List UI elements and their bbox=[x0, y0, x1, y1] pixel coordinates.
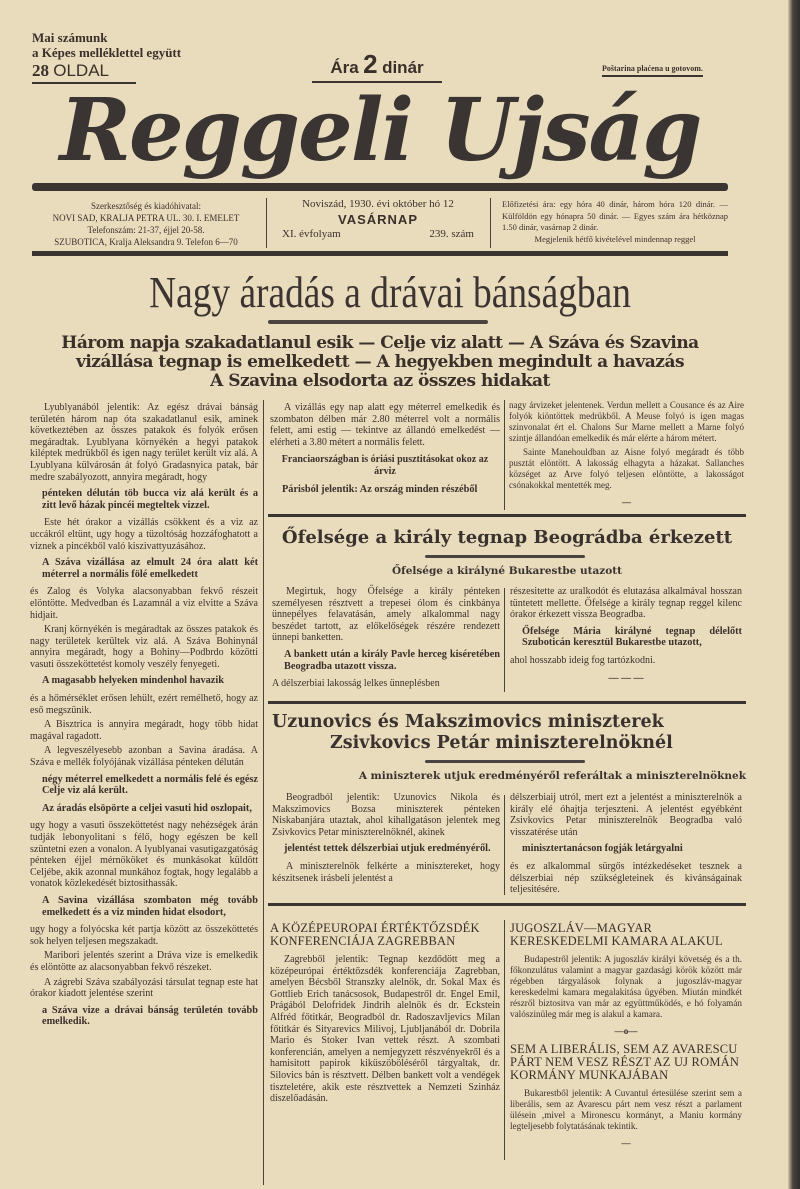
paragraph: Megirtuk, hogy Őfelsége a király pénteken személyesen résztvett a trepesei ólom és cinkbánya ünnepélyes felavatásán, amely alkalommal nagy beszédet tartott, az előkelőségek részére rendezett ünnepi banketten. bbox=[272, 586, 500, 644]
highlighted-paragraph: A bankett után a király Pavle herceg kiséretében Beogradba utazott vissza. bbox=[284, 648, 500, 672]
section-rule bbox=[268, 514, 746, 517]
lead-column-1 bbox=[30, 402, 258, 1034]
highlighted-paragraph: Őfelsége Mária királyné tegnap délelőtt Szuboticán keresztül Bukarestbe utazott, bbox=[522, 625, 742, 649]
paragraph: és Zalog és Volyka alacsonyabban fekvő részeit elöntötte. Medvedban és Lazamnál a viz elvitte a Száva hidjait. bbox=[30, 586, 258, 621]
separator-or-subhead: —o— bbox=[614, 1026, 638, 1036]
editorial-office bbox=[30, 200, 262, 248]
issue-number: 239. szám bbox=[429, 228, 474, 240]
issue-info bbox=[278, 198, 478, 241]
lead-column-3 bbox=[509, 400, 744, 514]
newspaper-logo: Reggeli Ujság bbox=[59, 80, 701, 181]
highlighted-paragraph: Az áradás elsöpörte a celjei vasuti hid oszlopait, bbox=[42, 802, 252, 814]
paragraph: Kranj környékén is megáradtak az összes patakok és nagy területek kerültek viz alá. A Száva Bohinynál annyira megáradt, hogy a Bohiny—Podbrdo közötti vasuti összeköttetést komoly veszély fenyegeti. bbox=[30, 624, 258, 670]
highlighted-paragraph: A magasabb helyeken mindenhol havazik bbox=[42, 675, 224, 687]
promo-line-1: Mai számunk bbox=[32, 30, 108, 45]
paragraph: Sainte Manehouldban az Aisne folyó megáradt és több pusztát elöntött. A lakosság elhagyta a házakat. Sallanches községet az Arve folyó teljesen elöntötte, a lakosságot csónakokkal mentették meg. bbox=[509, 447, 744, 490]
ministers-headline-2: Zsivkovics Petár miniszterelnöknél bbox=[330, 733, 673, 753]
price-prefix: Ára bbox=[330, 58, 359, 77]
column-divider bbox=[263, 400, 264, 1185]
lead-subhead-3: A Szavina elsodorta az összes hidakat bbox=[210, 371, 550, 391]
ministers-column-right bbox=[510, 792, 742, 899]
highlighted-paragraph: A Savina vizállása szombaton még tovább emelkedett és a viz minden hidat elsodort, bbox=[42, 894, 258, 918]
price-number: 2 bbox=[363, 49, 378, 79]
ornament-rule bbox=[425, 555, 585, 558]
highlighted-paragraph: Párisból jelentik: Az ország minden részéből bbox=[282, 483, 478, 495]
editorial-line: NOVI SAD, KRALJA PETRA UL. 30. I. EMELET bbox=[52, 213, 240, 223]
subscription-prices: Előfizetési ára: egy hóra 40 dinár, három hóra 120 dinár. — Külföldön egy hónapra 50 dinár. — Egyes szám ára hétköznap 1.50 dinár, vasárnap 2 dinár. bbox=[502, 199, 728, 232]
editorial-line: Telefonszám: 21-37, éjjel 20-58. bbox=[87, 225, 205, 235]
section-rule bbox=[268, 701, 746, 704]
separator-or-subhead: — bbox=[622, 497, 631, 507]
briefs-column bbox=[510, 918, 742, 1155]
paragraph: Zagrebből jelentik: Tegnap kezdődött meg a középeurópai értéktőzsdék konferenciája Zagrebban, amelyen Bécsből Stranszky alelnök, dr. Sokal Max és Gottlieb Erich tanácsosok, Budapestről dr. Engel Emil, Prágából Delofridek Jindrih alelnök és dr. Eckstein Alfréd főtitkár, Beogradból dr. Radoszavljevics Milan főtitkár és Sityarevics Milivoj, Ljubljanából dr. Dobrila Mario és Stoker Ivan vettek részt. A szombati konferencián, amelyen a nemjegyzett részvényekről és a hamisitott papirok kiküszöböléséről tárgyaltak, dr. Silovics bán is résztvett. Délben bankett volt a vendégek tiszteletére, akik este résztvettek a Nemzeti Szinház diszelőadásán. bbox=[270, 954, 500, 1105]
issue-weekday: VASÁRNAP bbox=[338, 212, 418, 227]
paragraph: Beogradból jelentik: Uzunovics Nikola és Makszimovics Bozsa miniszterek pénteken Niskabanjára utaztak, ahol kihallgatáson jelentek meg Zsivkovics Petar miniszterelnöknél, akinek bbox=[272, 792, 500, 838]
masthead-rule bbox=[32, 183, 728, 191]
paragraph: ugy hogy a folyócska két partja között az összeköttetés sok helyen teljesen megszakadt. bbox=[30, 924, 258, 947]
ministers-subhead: A miniszterek utjuk eredményéről referáltak a miniszterelnöknek bbox=[358, 770, 746, 782]
bourse-article bbox=[270, 918, 500, 1108]
paragraph: ugy hogy a vasuti összeköttetést nagy nehézségek árán tudják lebonyolitani s félő, hogy egészen be kell szüntetni ezen a vonalon. A lyublyanai vasutigazgatóság pénteken éjjel mérnököket és munkásokat küldött Celjébe, akik azonnal munkához fogtak, hogy legalább a vonatok közlekedését biztosithassák. bbox=[30, 820, 258, 890]
separator-or-subhead: — — — bbox=[608, 672, 644, 684]
paragraph: ahol hosszabb ideig fog tartózkodni. bbox=[510, 654, 656, 666]
ministers-headline-1: Uzunovics és Makszimovics miniszterek bbox=[272, 712, 664, 732]
divider bbox=[266, 198, 267, 248]
paragraph: Budapestről jelentik: A jugoszláv királyi követség és a th. főkonzulátus valamint a magyar gazdasági körök között már régebben tárgyalások folynak a jugoszláv-magyar kereskedelmi kamara megalakitása ügyében. Miután mindkét részről biztositva van már az együttműködés, e hó folyamán valószinüleg már meg is alakul a kamara. bbox=[510, 954, 742, 1019]
highlighted-paragraph: pénteken délután töb bucca viz alá került és a zitt levő házak pincéi megteltek vizzel. bbox=[42, 488, 258, 511]
paragraph: nagy árvizeket jelentenek. Verdun mellett a Cousance és az Aire folyók kiöntöttek medrükből. A Meuse folyó is igen magas szinvonalat ért el. Chalons Sur Marne mellett a Marne folyó szintje állandóan emelkedik és már elérte a három métert. bbox=[509, 400, 744, 443]
issue-volume: XI. évfolyam bbox=[282, 228, 341, 240]
paragraph: A miniszterelnök felkérte a minisztereket, hogy készitsenek irásbeli jelentést a bbox=[272, 860, 500, 884]
paragraph: Bukarestből jelentik: A Cuvantul értesülése szerint sem a liberális, sem az Avarescu párt nem vesz részt a parlament ülésein ,mivel a Mironescu kormányt, a Maniu kormány legteljesebb folytatásának tekintik. bbox=[510, 1088, 742, 1131]
paragraph: Maribori jelentés szerint a Dráva vize is emelkedik és elöntötte az alacsonyabban fekvő részeket. bbox=[30, 950, 258, 973]
section-rule bbox=[268, 903, 746, 906]
editorial-line: SZUBOTICA, Kralja Aleksandra 9. Telefon 6—70 bbox=[54, 237, 238, 247]
column-divider bbox=[504, 588, 505, 692]
issue-date: Noviszád, 1930. évi október hó 12 bbox=[302, 198, 454, 210]
article-title: SEM A LIBERÁLIS, SEM AZ AVARESCU PÁRT NEM VESZ RÉSZT AZ UJ ROMÁN KORMÁNY MUNKAJÁBAN bbox=[510, 1042, 740, 1082]
column-divider bbox=[504, 400, 505, 510]
promo-line-2: a Képes melléklettel együtt bbox=[32, 45, 182, 60]
article-title: JUGOSZLÁV—MAGYAR KERESKEDELMI KAMARA ALAKUL bbox=[510, 921, 723, 948]
lead-column-2 bbox=[270, 402, 500, 501]
lead-subhead-2: vizállása tegnap is emelkedett — A hegyekben megindult a havazás bbox=[75, 352, 685, 372]
subscription-info bbox=[502, 199, 728, 245]
highlighted-paragraph: négy méterrel emelkedett a normális felé és egész Celje viz alá került. bbox=[42, 773, 258, 797]
page-count-label: OLDAL bbox=[53, 61, 109, 80]
highlighted-paragraph: a Száva vize a drávai bánság területén tovább emelkedik. bbox=[42, 1004, 258, 1028]
masthead-bottom-rule bbox=[32, 251, 728, 256]
publishing-schedule: Megjelenik hétfő kivételével mindennap reggel bbox=[534, 233, 696, 244]
paragraph: A vizállás egy nap alatt egy méterrel emelkedik és szombaton délben már 2.80 méterrel volt a normális felett, ami estig — tekintve az állandó emelkedést — elérheti a 3.80 métert a normális felett. bbox=[270, 402, 500, 448]
king-headline: Őfelsége a király tegnap Beográdba érkezett bbox=[281, 527, 733, 548]
paragraph: Este hét órakor a vizállás csökkent és a viz az uccákról eltünt, ugy hogy a tüzoltóság hozzáfoghatott a viznek a pincékből való kiszivattyuzásához. bbox=[30, 517, 258, 552]
paragraph: délszerbiaij utról, mert ezt a jelentést a miniszterelnök a király elé óhajtja terjeszteni. A jelentést egyébként Zsivkovics Petar miniszterelnök Beogradba való visszatérése után bbox=[510, 792, 742, 838]
article-title: A KÖZÉPEUROPAI ÉRTÉKTŐZSDÉK KONFERENCIÁJA ZAGREBBAN bbox=[270, 921, 480, 948]
ministers-column-left bbox=[272, 792, 500, 887]
paragraph: A Bisztrica is annyira megáradt, hogy több hidat magával ragadott. bbox=[30, 719, 258, 742]
separator-or-subhead: — bbox=[621, 1138, 631, 1148]
highlighted-paragraph: jelentést tettek délszerbiai utjuk eredményéről. bbox=[284, 843, 491, 855]
column-divider bbox=[504, 920, 505, 1160]
postage-note: Poštarina plaćena u gotovom. bbox=[602, 64, 703, 77]
scan-edge bbox=[788, 0, 800, 1189]
divider bbox=[490, 198, 491, 248]
paragraph: és a hőmérséklet erősen lehült, ezért remélhető, hogy az eső megszünik. bbox=[30, 693, 258, 716]
editorial-line: Szerkesztőség és kiadóhivatal: bbox=[91, 201, 201, 211]
price bbox=[312, 49, 442, 83]
paragraph: Lyublyanából jelentik: Az egész drávai bánság területén három nap óta szakadatlanul esik, aminek következtében az összes patakok és folyók erősen megáradtak. Lyublyana környékén a hegyi patakok kiléptek medrükből és igen nagy terület került viz alá. A Lyublyana külvárosán át folyó Gradasnyica patak, bár medre szabályozott, annyira megáradt, hogy bbox=[30, 402, 258, 483]
king-column-right bbox=[510, 586, 742, 690]
ornament-rule bbox=[425, 760, 585, 763]
lead-headline: Nagy áradás a drávai bánságban bbox=[149, 268, 631, 317]
separator-or-subhead: Franciaországban is óriási pusztitásokat okoz az árviz bbox=[281, 454, 489, 477]
highlighted-paragraph: A Száva vizállása az elmult 24 óra alatt két méterrel a normális fölé emelkedett bbox=[42, 557, 258, 580]
headline-ornament-rule bbox=[268, 320, 488, 324]
king-column-left bbox=[272, 586, 500, 693]
highlighted-paragraph: minisztertanácson fogják letárgyalni bbox=[522, 843, 683, 855]
lead-subhead-1: Három napja szakadatlanul esik — Celje viz alatt — A Száva és Szavina bbox=[61, 333, 699, 353]
paragraph: A délszerbiai lakosság lelkes ünneplésben bbox=[272, 678, 440, 690]
page-count-number: 28 bbox=[32, 61, 49, 80]
paragraph: A legveszélyesebb azonban a Savina áradása. A Száva e mellék folyójának vizállása pénteken délután bbox=[30, 745, 258, 769]
paragraph: és ez alkalommal sürgős intézkedéseket tesznek a délszerbiai nép szükségleteinek és kivánságainak teljesitésére. bbox=[510, 860, 742, 896]
paragraph: részesitette az uralkodót és elutazása alkalmával hosszan tüntetett mellette. Őfelsége a király tegnap reggel kilenc órakor érkezett vissza Beogradba. bbox=[510, 586, 742, 621]
paragraph: A zágrebi Száva szabályozási társulat tegnap este hat órakor kiadott jelentése szerint bbox=[30, 976, 258, 1000]
price-unit: dinár bbox=[382, 58, 424, 77]
column-divider bbox=[504, 795, 505, 895]
promo-text bbox=[32, 30, 181, 60]
king-subhead: Őfelsége a királyné Bukarestbe utazott bbox=[392, 565, 622, 577]
